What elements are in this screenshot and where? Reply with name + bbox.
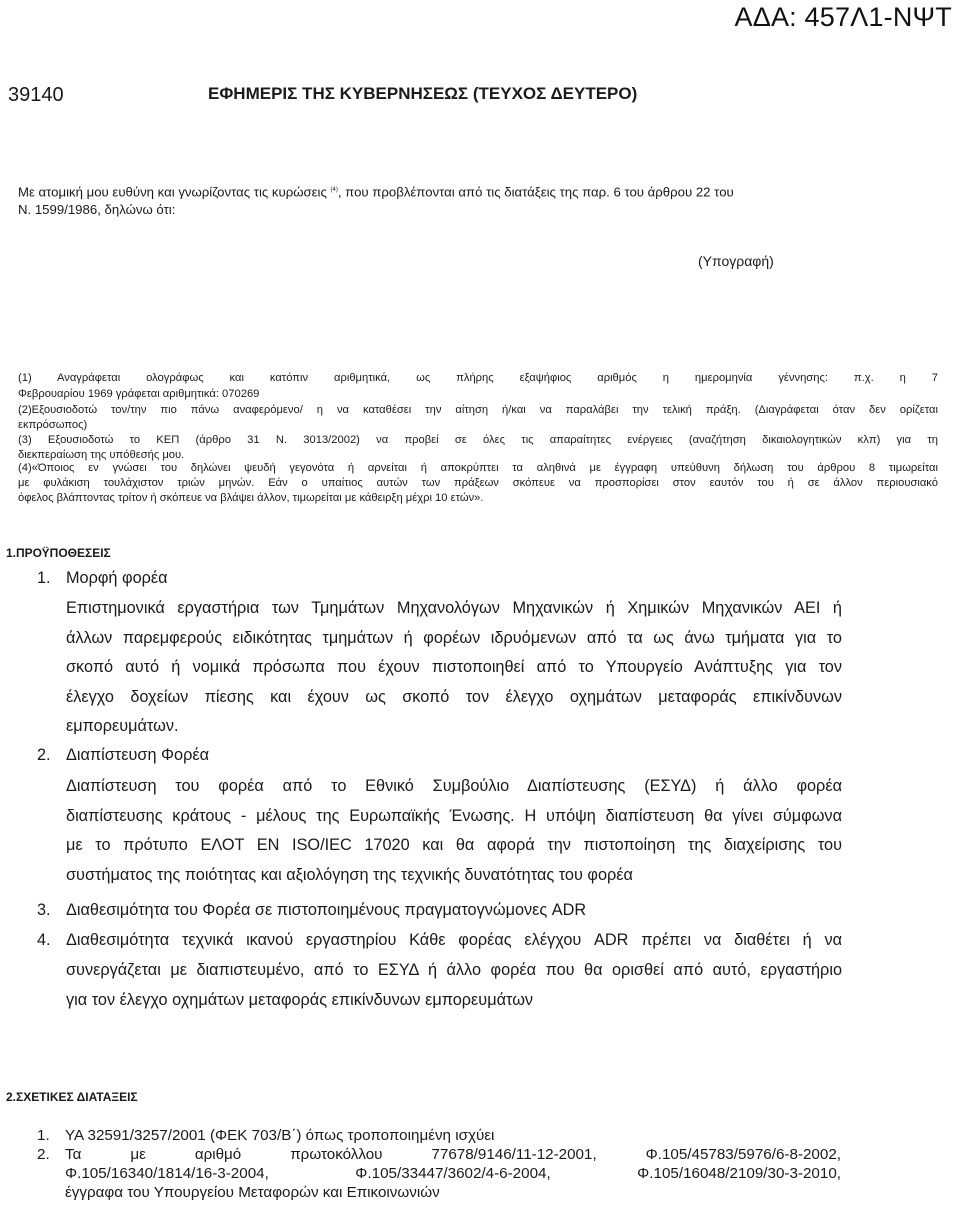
item-2-line-3: με το πρότυπο ΕΛΟΤ ΕΝ ISO/IEC 17020 και θα αφορά την πιστοποίηση της διαχείρισης του [66, 836, 842, 854]
related-item-1-number: 1. [37, 1127, 50, 1144]
item-1-line-2: άλλων παρεμφερούς ειδικότητας τμημάτων ή φορέων ιδρυόμενων από τα ως άνω τμήματα για το [66, 629, 842, 647]
item-1-number: 1. [37, 569, 51, 587]
footnote-2-line-b: εκπρόσωπος) [18, 419, 88, 431]
item-4-line-3: για τον έλεγχο οχημάτων μεταφοράς επικίνδυνων εμπορευμάτων [66, 991, 534, 1009]
footnote-4-line-c: όφελος βλάπτοντας τρίτον ή σκόπευε να βλάψει άλλον, τιμωρείται με κάθειρξη μέχρι 10 ετών». [18, 492, 484, 504]
footnote-1-line-a: (1) Αναγράφεται ολογράφως και κατόπιν αριθμητικά, ως πλήρης εξαψήφιος αριθμός η ημερομηνία γέννησης: π.χ. η 7 [18, 372, 938, 384]
footnote-3-line-a: (3) Εξουσιοδοτώ το ΚΕΠ (άρθρο 31 Ν. 3013/2002) να προβεί σε όλες τις απαραίτητες ενέργειες (αναζήτηση δικαιολογητικών κλπ) για τη [18, 434, 938, 446]
related-item-2-number: 2. [37, 1146, 50, 1163]
gazette-title: ΕΦΗΜΕΡΙΣ ΤΗΣ ΚΥΒΕΡΝΗΣΕΩΣ (ΤΕΥΧΟΣ ΔΕΥΤΕΡΟ) [208, 84, 638, 103]
declaration-line1-b: , που προβλέπονται από τις διατάξεις της παρ. 6 του άρθρου 22 του [337, 184, 734, 200]
signature-label: (Υπογραφή) [698, 253, 774, 269]
footnote-4-line-a: (4)«Όποιος εν γνώσει του δηλώνει ψευδή γεγονότα ή αρνείται ή αποκρύπτει τα αληθινά με έγγραφη υπεύθυνη δήλωση του άρθρου 8 τιμωρείται [18, 462, 938, 474]
item-1-line-4: έλεγχο δοχείων πίεσης και έχουν ως σκοπό τον έλεγχο οχημάτων μεταφοράς επικίνδυνων [66, 688, 842, 706]
item-2-line-2: διαπίστευσης κράτους - μέλους της Ευρωπαϊκής Ένωσης. Η υπόψη διαπίστευση θα γίνει σύμφωνα [66, 807, 842, 825]
related-item-2 [37, 1145, 841, 1205]
footnote-3-line-b: διεκπεραίωση της υπόθεσής μου. [18, 449, 185, 461]
item-4-line-1: Διαθεσιμότητα τεχνικά ικανού εργαστηρίου Κάθε φορέας ελέγχου ADR πρέπει να διαθέτει ή να [66, 931, 842, 949]
item-4-number: 4. [37, 931, 51, 949]
prerequisites-heading: 1.ΠΡΟΫΠΟΘΕΣΕΙΣ [6, 546, 111, 560]
item-4-line-2: συνεργάζεται με διαπιστευμένο, από το ΕΣΥΔ ή άλλο φορέα που θα ορισθεί από αυτό, εργαστήριο [66, 961, 842, 979]
item-1-title: Μορφή φορέα [66, 569, 168, 587]
item-2-line-1: Διαπίστευση του φορέα από το Εθνικό Συμβούλιο Διαπίστευσης (ΕΣΥΔ) ή άλλο φορέα [66, 777, 842, 795]
declaration-line2: Ν. 1599/1986, δηλώνω ότι: [18, 202, 176, 218]
footnote-2-line-a: (2)Εξουσιοδοτώ τον/την πιο πάνω αναφερόμενο/ η να καταθέσει την αίτηση ή/και να παραλάβει την τελική πράξη. (Διαγράφεται όταν δεν ορίζεται [18, 404, 938, 416]
declaration-footnote-ref: (4) [330, 187, 338, 193]
ada-code: ΑΔΑ: 457Λ1-ΝΨΤ [734, 2, 952, 32]
related-heading: 2.ΣΧΕΤΙΚΕΣ ΔΙΑΤΑΞΕΙΣ [6, 1090, 138, 1104]
page-number: 39140 [8, 84, 64, 106]
footnote-4-line-b: με φυλάκιση τουλάχιστον τριών μηνών. Εάν ο υπαίτιος αυτών των πράξεων σκόπευε να προσπορίσει στον εαυτόν του ή σε άλλον περιουσιακό [18, 477, 938, 489]
item-1-line-1: Επιστημονικά εργαστήρια των Τμημάτων Μηχανολόγων Μηχανικών ή Χημικών Μηχανικών ΑΕΙ ή [66, 599, 842, 617]
declaration-text [18, 181, 818, 219]
related-item-1 [37, 1126, 841, 1146]
item-2-title: Διαπίστευση Φορέα [66, 746, 210, 764]
related-item-2-line-3: έγγραφα του Υπουργείου Μεταφορών και Επικοινωνιών [65, 1184, 440, 1201]
item-3-number: 3. [37, 901, 51, 919]
item-1-line-3: σκοπό αυτό ή νομικά πρόσωπα που έχουν πιστοποιηθεί από το Υπουργείο Ανάπτυξης για τον [66, 658, 842, 676]
item-3-title: Διαθεσιμότητα του Φορέα σε πιστοποιημένους πραγματογνώμονες ADR [66, 901, 587, 919]
related-item-1-text: ΥΑ 32591/3257/2001 (ΦΕΚ 703/Β΄) όπως τροποποιημένη ισχύει [65, 1127, 495, 1144]
item-1-line-5: εμπορευμάτων. [66, 717, 179, 735]
declaration-line1-a: Με ατομική μου ευθύνη και γνωρίζοντας τις κυρώσεις [18, 184, 327, 200]
item-2-line-4: συστήματος της ποιότητας και αξιολόγηση της τεχνικής δυνατότητας του φορέα [66, 866, 633, 884]
related-item-2-line-2: Φ.105/16340/1814/16-3-2004, Φ.105/33447/3602/4-6-2004, Φ.105/16048/2109/30-3-2010, [65, 1165, 841, 1182]
item-2-number: 2. [37, 746, 51, 764]
footnote-1-line-b: Φεβρουαρίου 1969 γράφεται αριθμητικά: 070269 [18, 388, 260, 400]
related-item-2-line-1: Τα με αριθμό πρωτοκόλλου 77678/9146/11-12-2001, Φ.105/45783/5976/6-8-2002, [65, 1146, 841, 1163]
